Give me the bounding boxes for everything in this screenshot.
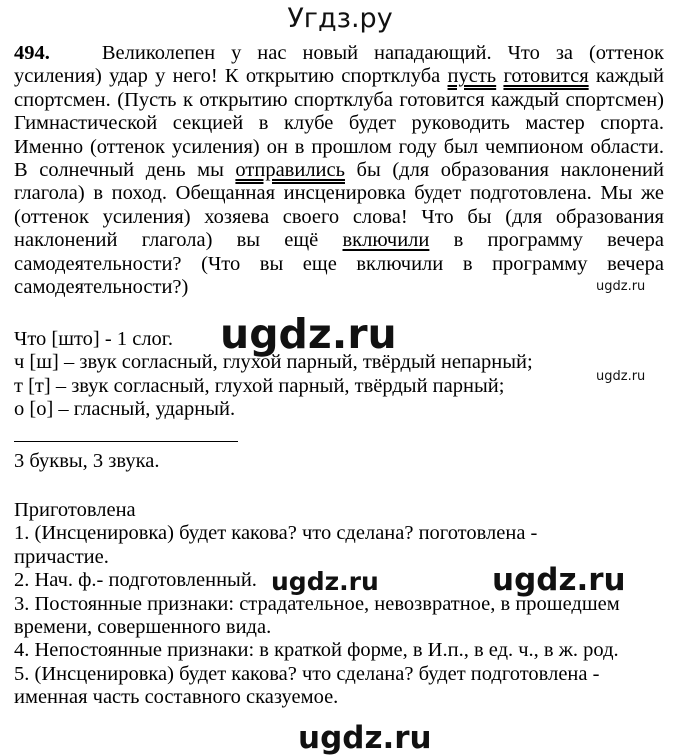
task-segment: каждый спортсмен. (Пусть к открытию спортклуба готовится каждый спортсмен) Гимнастической секцией в клубе будет руководить мастер спорта. Именно (оттенок усиления) он в прошлом году был чемпионом области. В солнечный день мы bbox=[14, 65, 664, 182]
phonetic-line: о [о] – гласный, ударный. bbox=[14, 398, 236, 421]
watermark: ugdz.ru bbox=[220, 310, 397, 358]
morph-line: 4. Непостоянные признаки: в краткой форме, в И.п., в ед. ч., в ж. род. bbox=[14, 639, 619, 662]
underlined-verb: отправились bbox=[235, 159, 345, 182]
watermark: ugdz.ru bbox=[492, 562, 626, 598]
underlined-verb: включили bbox=[342, 229, 430, 252]
phonetic-line: т [т] – звук согласный, глухой парный, твёрдый парный; bbox=[14, 374, 505, 397]
phonetic-result: 3 буквы, 3 звука. bbox=[14, 450, 160, 472]
morph-line: 1. (Инсценировка) будет какова? что сделана? поготовлена - bbox=[14, 522, 538, 545]
task-segment: бы (для образования наклонений глагола) в поход. Обещанная инсценировка будет подготовлена. Мы же (оттенок усиления) хозяева своего слова! Что бы (для образования наклонений глагола) вы ещё bbox=[14, 159, 664, 252]
morph-line: 5. (Инсценировка) будет какова? что сделана? будет подготовлена - bbox=[14, 662, 600, 685]
divider-line bbox=[14, 441, 238, 442]
morphological-analysis bbox=[14, 499, 620, 710]
morph-line: причастие. bbox=[14, 545, 109, 568]
phonetic-line: ч [ш] – звук согласный, глухой парный, твёрдый непарный; bbox=[14, 351, 533, 374]
watermark: ugdz.ru bbox=[271, 567, 379, 596]
task-segment: Великолепен у нас новый нападающий. Что за (оттенок усиления) удар у него! К открытию спортклуба bbox=[14, 42, 664, 88]
underlined-verb: готовится bbox=[503, 65, 589, 88]
watermark-small: ugdz.ru bbox=[596, 369, 646, 384]
task-number: 494. bbox=[14, 42, 50, 64]
morph-line: 2. Нач. ф.- подготовленный. bbox=[14, 569, 257, 592]
watermark-small: ugdz.ru bbox=[596, 279, 646, 294]
morph-line: Приготовлена bbox=[14, 499, 136, 521]
phonetic-line: Что [што] - 1 слог. bbox=[14, 328, 174, 350]
site-title: Угдз.ру bbox=[287, 3, 393, 34]
morph-line: 3. Постоянные признаки: страдательное, невозвратное, в прошедшем bbox=[14, 592, 620, 615]
task-text bbox=[14, 42, 664, 299]
morph-line: именная часть составного сказуемое. bbox=[14, 686, 339, 709]
watermark: ugdz.ru bbox=[298, 720, 432, 756]
morph-line: времени, совершенного вида. bbox=[14, 616, 272, 639]
task-segment: в программу вечера самодеятельности? (Что вы еще включили в программу вечера самодеятельности?) bbox=[14, 229, 664, 299]
underlined-particle: пусть bbox=[447, 65, 497, 88]
